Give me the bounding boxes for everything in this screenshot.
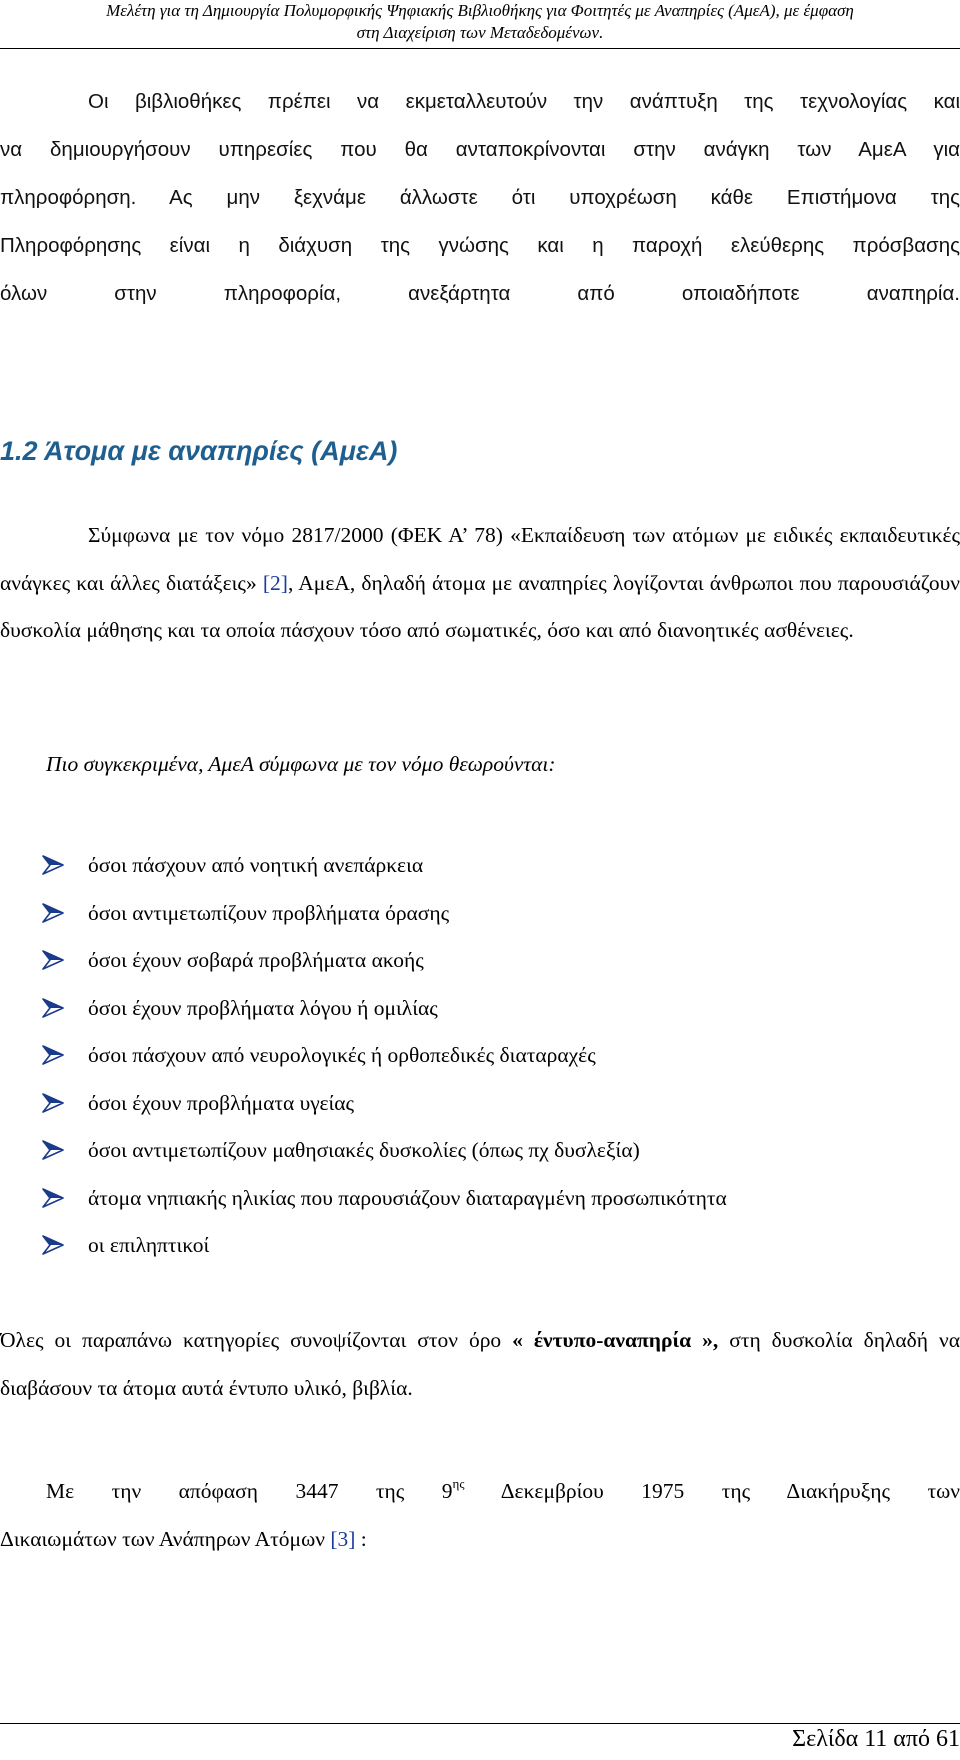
- declaration-text-end: Δικαιωμάτων των Ανάπηρων Ατόμων: [0, 1526, 331, 1551]
- list-item: [0, 1175, 727, 1223]
- list-item-text: άτομα νηπιακής ηλικίας που παρουσιάζουν διαταραγμένη προσωπικότητα: [88, 1185, 727, 1210]
- paragraph-declaration: [0, 1460, 960, 1563]
- list-item: [0, 890, 727, 938]
- declaration-line-2: [0, 1516, 960, 1564]
- list-item: [0, 1032, 727, 1080]
- summary-text: Όλες οι παραπάνω κατηγορίες συνοψίζονται στον όρο: [0, 1328, 513, 1352]
- categories-list: [0, 842, 727, 1270]
- header-rule: [0, 48, 960, 49]
- law-text: Σύμφωνα με τον νόμο 2817/2000 (ΦΕΚ Α’ 78) «Εκπαίδευση των ατόμων με ειδικές εκπαιδευτικές ανάγκες και άλλες διατάξεις»: [0, 523, 960, 595]
- list-item: [0, 1080, 727, 1128]
- paragraph-line: Πληροφόρησης είναι η διάχυση της γνώσης και η παροχή ελεύθερης πρόσβασης: [0, 234, 960, 257]
- list-item-text: όσοι έχουν προβλήματα λόγου ή ομιλίας: [88, 995, 438, 1020]
- paragraph-intro: [0, 78, 960, 318]
- list-item-text: όσοι έχουν σοβαρά προβλήματα ακοής: [88, 948, 424, 972]
- list-item-text: όσοι πάσχουν από νοητική ανεπάρκεια: [88, 853, 424, 877]
- summary-text-continued: στη δυσκολία δηλαδή να διαβάσουν τα άτομα αυτά έντυπο υλικό, βιβλία.: [0, 1328, 960, 1400]
- list-item-text: οι επιληπτικοί: [88, 1233, 210, 1257]
- arrowhead-bullet-icon: [42, 1140, 64, 1160]
- reference-link-3[interactable]: [3]: [330, 1526, 356, 1551]
- arrowhead-bullet-icon: [42, 903, 64, 923]
- paragraph-law: [0, 512, 960, 655]
- list-item: [0, 1222, 727, 1270]
- arrowhead-bullet-icon: [42, 950, 64, 970]
- paragraph-line: να δημιουργήσουν υπηρεσίες που θα ανταποκρίνονται στην ανάγκη των ΑμεΑ για: [0, 138, 960, 161]
- paragraph-line: πληροφόρηση. Ας μην ξεχνάμε άλλωστε ότι υποχρέωση κάθε Επιστήμονα της: [0, 186, 960, 209]
- paragraph-line: όλων στην πληροφορία, ανεξάρτητα από οποιαδήποτε αναπηρία.: [0, 282, 960, 305]
- ordinal-suffix: ης: [452, 1476, 465, 1491]
- list-item-text: όσοι αντιμετωπίζουν προβλήματα όρασης: [88, 900, 450, 925]
- paragraph-summary: [0, 1317, 960, 1412]
- section-heading: 1.2 Άτομα με αναπηρίες (ΑμεΑ): [0, 436, 398, 466]
- running-header: [0, 0, 960, 44]
- arrowhead-bullet-icon: [42, 1235, 64, 1255]
- arrowhead-bullet-icon: [42, 1045, 64, 1065]
- list-item: [0, 842, 727, 890]
- reference-link-2[interactable]: [2]: [262, 570, 288, 595]
- declaration-line-1: [0, 1460, 960, 1516]
- footer-rule: [0, 1723, 960, 1724]
- list-item-text: όσοι πάσχουν από νευρολογικές ή ορθοπεδικές διαταραχές: [88, 1043, 596, 1067]
- law-text-continued: , ΑμεΑ, δηλαδή άτομα με αναπηρίες λογίζονται άνθρωποι που παρουσιάζουν δυσκολία μάθησης και τα οποία πάσχουν τόσο από σωματικές, όσο και από διανοητικές ασθένειες.: [0, 570, 960, 642]
- declaration-text-continued: Δεκεμβρίου 1975 της Διακήρυξης των: [464, 1479, 960, 1503]
- arrowhead-bullet-icon: [42, 998, 64, 1018]
- declaration-colon: :: [355, 1526, 367, 1551]
- declaration-text: Με την απόφαση 3447 της 9: [46, 1479, 453, 1503]
- list-item: [0, 937, 727, 985]
- list-item: [0, 985, 727, 1033]
- arrowhead-bullet-icon: [42, 855, 64, 875]
- list-item-text: όσοι έχουν προβλήματα υγείας: [88, 1090, 355, 1115]
- list-intro: Πιο συγκεκριμένα, ΑμεΑ σύμφωνα με τον νόμο θεωρούνται:: [46, 752, 556, 776]
- page-number: Σελίδα 11 από 61: [792, 1726, 960, 1752]
- header-line-1: Μελέτη για τη Δημιουργία Πολυμορφικής Ψηφιακής Βιβλιοθήκης για Φοιτητές με Αναπηρίες (ΑμεΑ), με έμφαση: [106, 1, 854, 20]
- arrowhead-bullet-icon: [42, 1188, 64, 1208]
- list-item-text: όσοι αντιμετωπίζουν μαθησιακές δυσκολίες (όπως πχ δυσλεξία): [88, 1138, 640, 1162]
- paragraph-line: Οι βιβλιοθήκες πρέπει να εκμεταλλευτούν την ανάπτυξη της τεχνολογίας και: [88, 90, 960, 113]
- arrowhead-bullet-icon: [42, 1093, 64, 1113]
- term-highlight: « έντυπο-αναπηρία »,: [512, 1328, 719, 1352]
- header-line-2: στη Διαχείριση των Μεταδεδομένων.: [356, 23, 604, 42]
- list-item: [0, 1127, 727, 1175]
